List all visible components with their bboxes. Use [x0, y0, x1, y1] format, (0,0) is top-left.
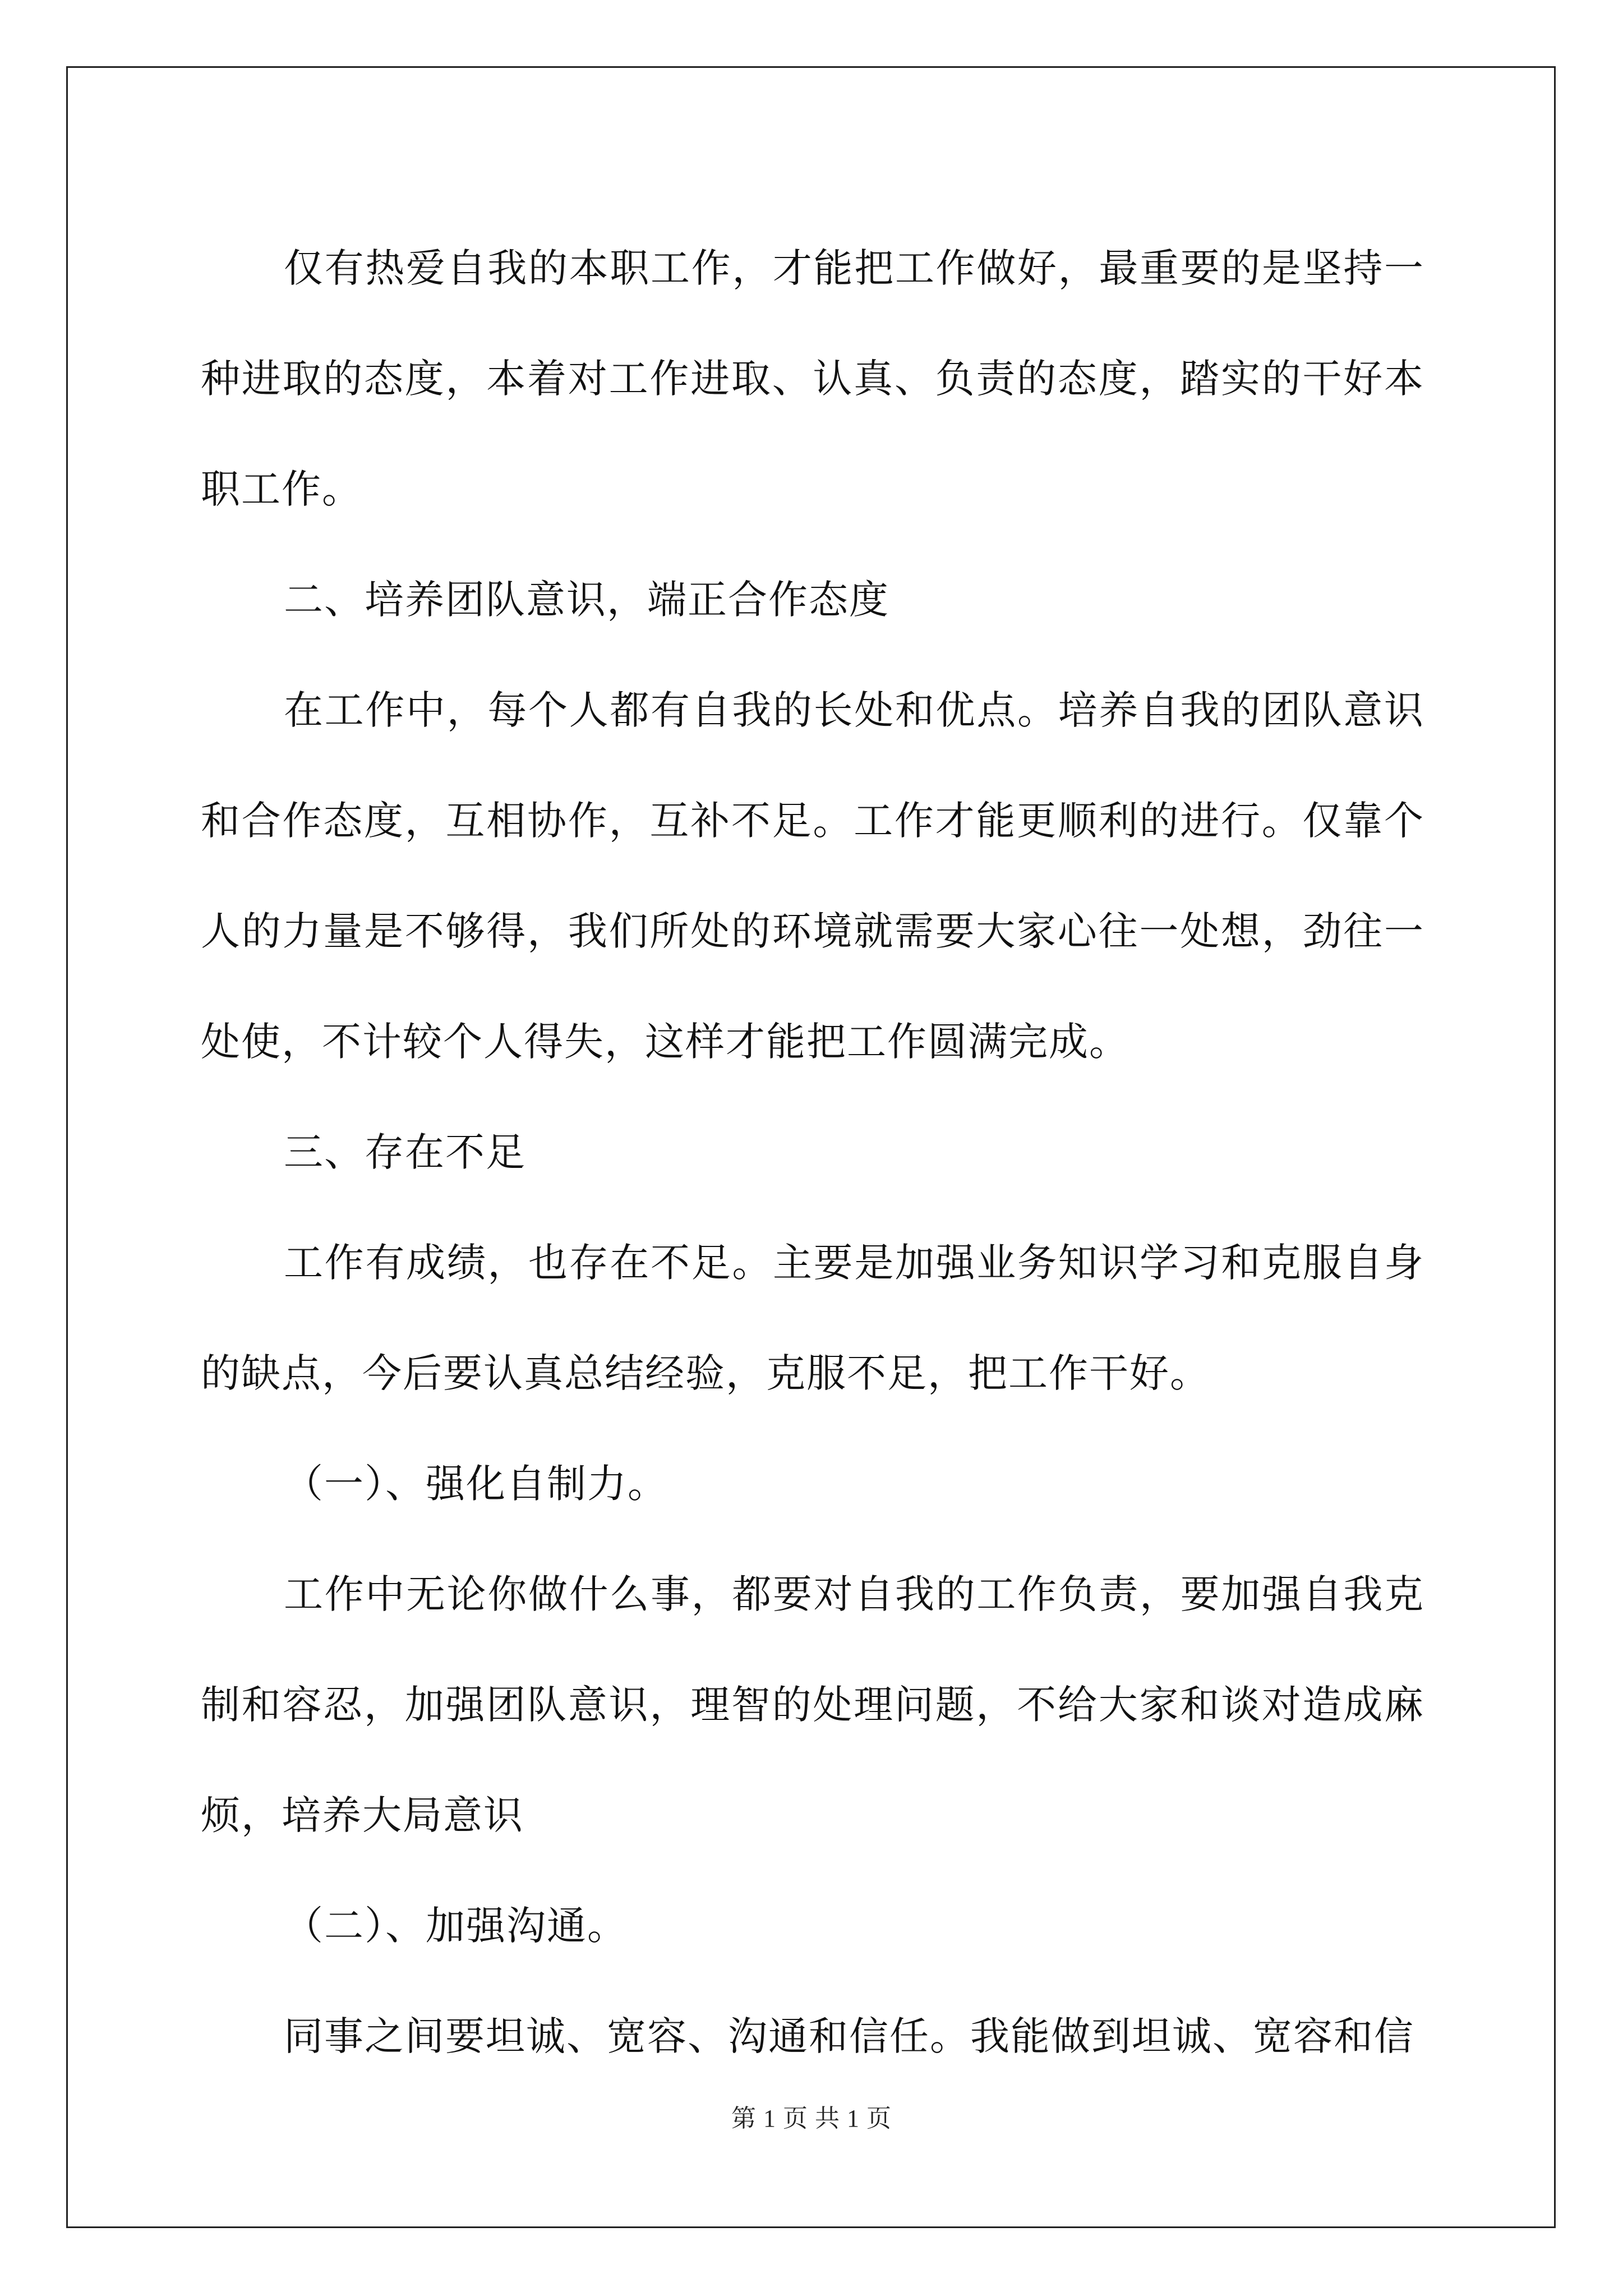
subheading-self-control: （一）、强化自制力。 — [284, 1461, 668, 1507]
subheading-communication: （二）、加强沟通。 — [284, 1903, 628, 1949]
paragraph-shortcomings: 工作有成绩，也存在不足。主要是加强业务知识学习和克服自身的缺点，今后要认真总结经验，克服不足，把工作干好。 — [201, 1240, 1424, 1396]
paragraph-work-attitude: 仅有热爱自我的本职工作，才能把工作做好，最重要的是坚持一种进取的态度，本着对工作进取、认真、负责的态度，踏实的干好本职工作。 — [201, 245, 1424, 512]
page-footer: 第 1 页 共 1 页 — [731, 2105, 892, 2132]
paragraph-teamwork: 在工作中，每个人都有自我的长处和优点。培养自我的团队意识和合作态度，互相协作，互补不足。工作才能更顺利的进行。仅靠个人的力量是不够得，我们所处的环境就需要大家心往一处想，劲往一处使，不计较个人得失，这样才能把工作圆满完成。 — [201, 687, 1424, 1065]
paragraph-communication: 同事之间要坦诚、宽容、沟通和信任。我能做到坦诚、宽容和信 — [284, 2013, 1414, 2059]
section-heading-shortcomings: 三、存在不足 — [284, 1129, 526, 1175]
section-heading-teamwork: 二、培养团队意识，端正合作态度 — [284, 577, 889, 623]
paragraph-self-control: 工作中无论你做什么事，都要对自我的工作负责，要加强自我克制和容忍，加强团队意识，理智的处理问题，不给大家和谈对造成麻烦，培养大局意识 — [201, 1571, 1424, 1838]
document-body — [201, 213, 1424, 2092]
